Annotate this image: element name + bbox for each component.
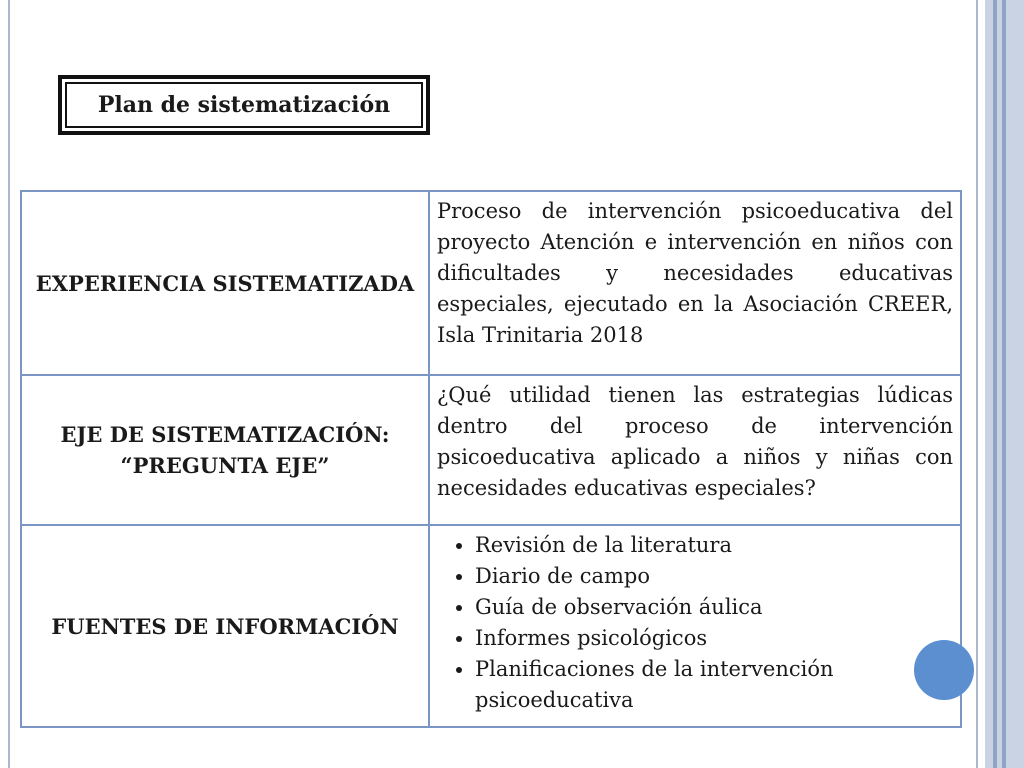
systematization-table: [20, 190, 962, 728]
list-item: • Revisión de la literatura: [475, 530, 953, 561]
right-border-band: [985, 0, 993, 768]
sources-list: [437, 530, 953, 716]
row-header: EXPERIENCIA SISTEMATIZADA: [21, 191, 429, 375]
table-row: [21, 191, 961, 375]
left-border-line: [8, 0, 10, 768]
list-item: • Planificaciones de la intervención psicoeducativa: [475, 654, 953, 716]
right-border-band: [1006, 0, 1024, 768]
row-header: [21, 375, 429, 525]
list-item: • Informes psicológicos: [475, 623, 953, 654]
row-content: Proceso de intervención psicoeducativa del proyecto Atención e intervención en niños con dificultades y necesidades educativas especiales, ejecutado en la Asociación CREER, Isla Trinitaria 2018: [429, 191, 961, 375]
slide-title: Plan de sistematización: [58, 75, 430, 135]
list-item: • Guía de observación áulica: [475, 592, 953, 623]
right-border-line: [976, 0, 978, 768]
row-header: FUENTES DE INFORMACIÓN: [21, 525, 429, 727]
list-item: • Diario de campo: [475, 561, 953, 592]
table-row: [21, 375, 961, 525]
row-header-text: EJE DE SISTEMATIZACIÓN: “PREGUNTA EJE”: [60, 422, 390, 478]
row-content: [429, 525, 961, 727]
row-content: ¿Qué utilidad tienen las estrategias lúdicas dentro del proceso de intervención psicoeducativa aplicado a niños y niñas con necesidades educativas especiales?: [429, 375, 961, 525]
table-row: [21, 525, 961, 727]
decorative-circle: [914, 640, 974, 700]
